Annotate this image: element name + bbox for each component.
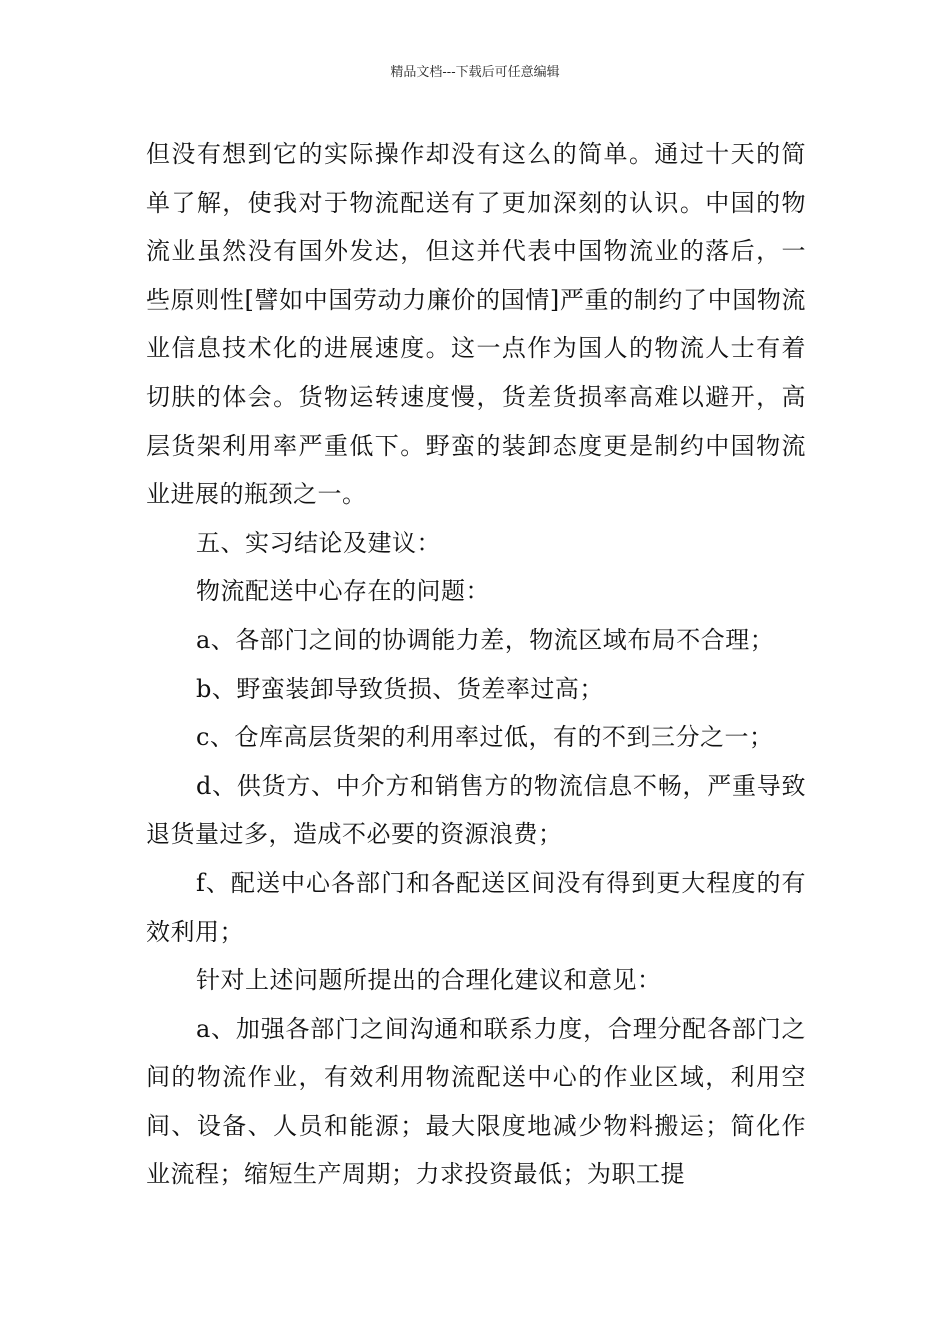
subheading-problems: 物流配送中心存在的问题： — [196, 577, 490, 606]
page-header: 精品文档---下载后可任意编辑 — [390, 65, 560, 80]
problem-item: a、各部门之间的协调能力差，物流区域布局不合理； — [196, 625, 775, 654]
suggestion-item: a、加强各部门之间沟通和联系力度，合理分配各部门之间的物流作业，有效利用物流配送中心的作业区域，利用空间、设备、人员和能源；最大限度地减少物料搬运；简化作业流程；缩短生产周期；力求投资最低；为职工提 — [146, 1014, 806, 1189]
section-heading: 五、实习结论及建议： — [196, 528, 441, 557]
problem-item: c、仓库高层货架的利用率过低，有的不到三分之一； — [196, 723, 774, 752]
problem-item: b、野蛮装卸导致货损、货差率过高； — [196, 674, 604, 703]
problem-item: d、供货方、中介方和销售方的物流信息不畅，严重导致退货量过多，造成不必要的资源浪费； — [146, 771, 806, 849]
subheading-suggestions: 针对上述问题所提出的合理化建议和意见： — [196, 966, 662, 995]
document-body — [146, 130, 806, 1199]
body-paragraph: 但没有想到它的实际操作却没有这么的简单。通过十天的简单了解，使我对于物流配送有了更加深刻的认识。中国的物流业虽然没有国外发达，但这并代表中国物流业的落后，一些原则性[譬如中国劳动力廉价的国情]严重的制约了中国物流业信息技术化的进展速度。这一点作为国人的物流人士有着切肤的体会。货物运转速度慢，货差货损率高难以避开，高层货架利用率严重低下。野蛮的装卸态度更是制约中国物流业进展的瓶颈之一。 — [146, 140, 806, 509]
problem-item: f、配送中心各部门和各配送区间没有得到更大程度的有效利用； — [146, 868, 806, 946]
